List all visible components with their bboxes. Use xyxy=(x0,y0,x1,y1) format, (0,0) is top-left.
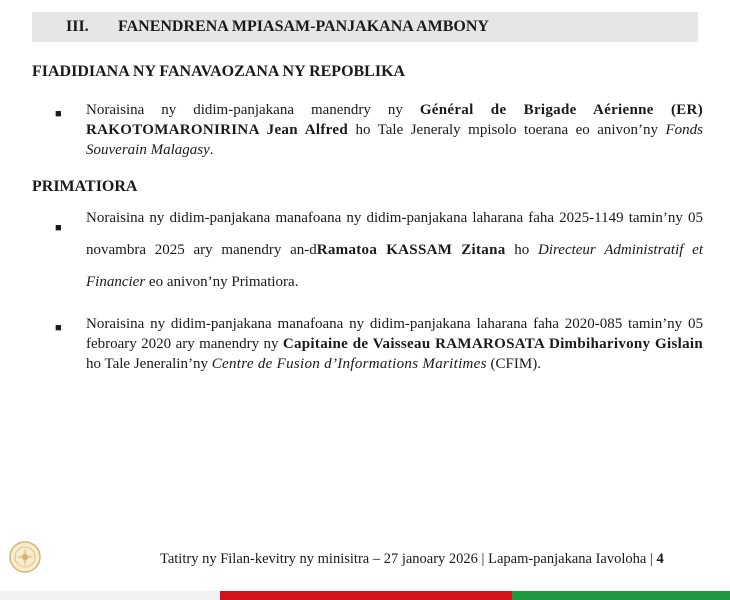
page-number: 4 xyxy=(656,551,664,567)
heading-primature: PRIMATIORA xyxy=(32,178,138,195)
institution-name: Fonds Souverain Malagasy xyxy=(86,122,703,158)
section-number: III. xyxy=(66,18,89,35)
flag-stripe-red xyxy=(220,591,512,600)
list-item-text: Noraisina ny didim-panjakana manafoana ny didim-panjakana laharana faha 2025-1149 tamin’ny 05 novambra 2025 ary manendry an-dRamatoa KASSAM Zitana ho Directeur Administratif et Financier eo anivon’ny Primatiora. xyxy=(86,210,703,290)
section-header xyxy=(32,12,698,42)
appointee-name: Général de Brigade Aérienne (ER) RAKOTOMARONIRINA Jean Alfred xyxy=(86,102,703,138)
bullet-icon: ■ xyxy=(55,322,62,334)
appointee-name: Capitaine de Vaisseau RAMAROSATA Dimbiharivony Gislain xyxy=(282,336,703,352)
seal-logo xyxy=(8,540,42,574)
list-item-text: Noraisina ny didim-panjakana manafoana ny didim-panjakana laharana faha 2020-085 tamin’ny 05 febroary 2020 ary manendry ny Capitaine de Vaisseau RAMAROSATA Dimbiharivony Gislain ho Tale Jeneralin’ny Centre de Fusion d’Informations Maritimes (CFIM). xyxy=(86,316,703,372)
list-item xyxy=(55,100,703,160)
footer-text: Tatitry ny Filan-kevitry ny minisitra – 27 janoary 2026 | Lapam-panjakana Iavoloha | xyxy=(160,551,657,567)
bullet-icon: ■ xyxy=(55,222,62,234)
section-title: FANENDRENA MPIASAM-PANJAKANA AMBONY xyxy=(118,18,489,35)
flag-stripe-green xyxy=(512,591,730,600)
heading-presidency: FIADIDIANA NY FANAVAOZANA NY REPOBLIKA xyxy=(32,63,406,80)
bullet-icon: ■ xyxy=(55,108,62,120)
list-item xyxy=(55,202,703,298)
footer xyxy=(160,551,664,568)
position-title: Directeur Administratif et Financier xyxy=(86,242,703,290)
institution-name: Centre de Fusion d’Informations Maritimes xyxy=(211,356,487,372)
flag-stripe-white xyxy=(0,591,220,600)
list-item-text: Noraisina ny didim-panjakana manendry ny Général de Brigade Aérienne (ER) RAKOTOMARONIRINA Jean Alfred ho Tale Jeneraly mpisolo toerana eo anivon’ny Fonds Souverain Malagasy. xyxy=(86,102,703,158)
appointee-name: Ramatoa KASSAM Zitana xyxy=(316,242,506,258)
list-item xyxy=(55,314,703,374)
